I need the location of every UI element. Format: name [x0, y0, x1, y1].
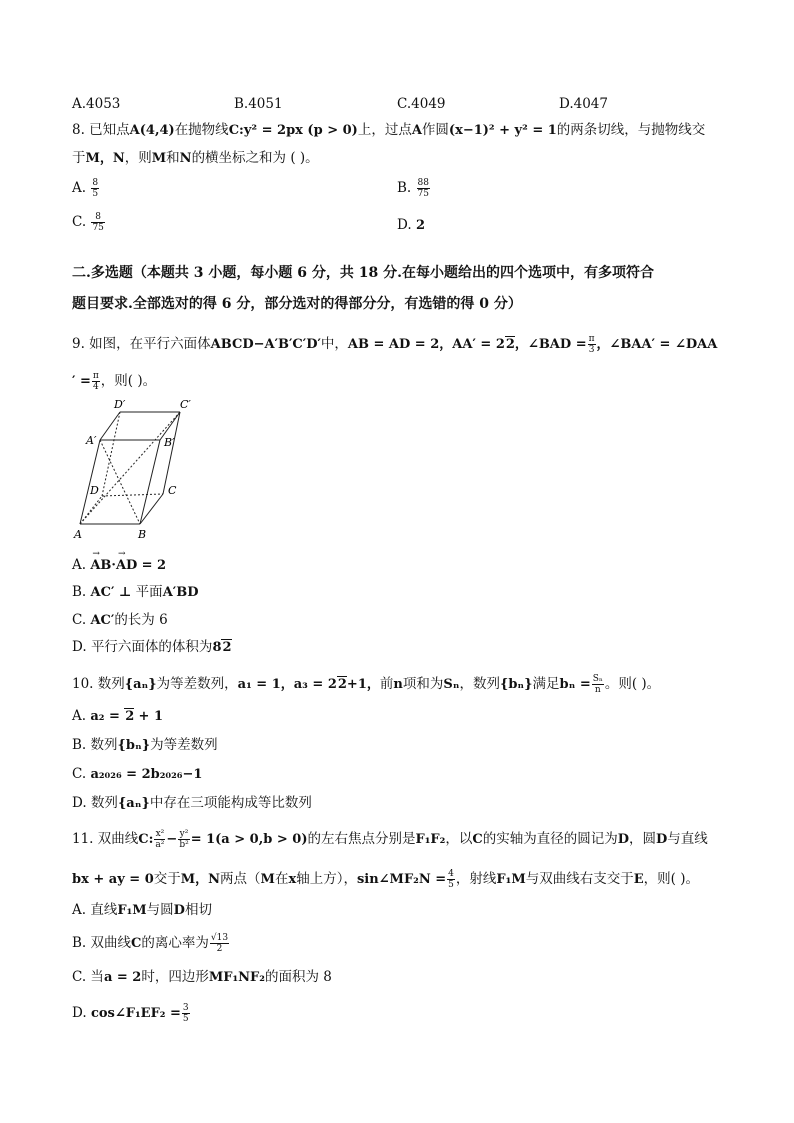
q10-option-c: C. a₂₀₂₆ = 2b₂₀₂₆−1: [72, 766, 203, 782]
q10-stem: 10. 数列{aₙ}为等差数列，a₁ = 1，a₃ = 22+1，前n项和为Sₙ，数列{bₙ}满足bₙ = $\frac{\text{Sₙ}}{n}$ 。则( )。: [72, 674, 661, 695]
label-b-prime: B′: [164, 436, 175, 449]
q9-stem-line1: 9. 如图，在平行六面体ABCD−A′B′C′D′中，AB = AD = 2，AA′ = 22，∠BAD = $\frac{\pi}{3}$ ，∠BAA′ = ∠DAA: [72, 334, 718, 355]
q11-option-b: B. 双曲线C的离心率为 $\frac{√13}{2}$: [72, 933, 229, 954]
q10-option-b: B. 数列{bₙ}为等差数列: [72, 737, 218, 753]
q11-stem-line2: bx + ay = 0交于M，N两点（M在x轴上方），sin∠MF₂N = $\frac{4}{5}$ ，射线F₁M与双曲线右支交于E，则( )。: [72, 869, 699, 890]
q11-option-a: A. 直线F₁M与圆D相切: [72, 902, 212, 918]
q8-option-c: C. $\frac{8}{75}$: [72, 212, 104, 233]
section-title-line1: 二.多选题（本题共 3 小题，每小题 6 分，共 18 分.在每小题给出的四个选项中，有多项符合: [72, 265, 654, 281]
q9-option-b: B. AC′ ⊥ 平面A′BD: [72, 584, 199, 600]
label-d: D: [90, 484, 99, 497]
q9-option-c: C. AC′的长为 6: [72, 612, 168, 628]
q7-option-d: D.4047: [559, 96, 608, 112]
q11-stem-line1: 11. 双曲线C: $\frac{\text{x²}}{\text{a²}}$ − $\frac{\text{y²}}{\text{b²}}$ = 1(a > 0,b > 0)的左右焦点分别是F₁F₂，以C的实轴为直径的圆记为D，圆D与直线: [72, 829, 708, 850]
q8-option-b: B. $\frac{88}{75}$: [397, 178, 429, 199]
label-d-prime: D′: [114, 398, 126, 411]
label-a-prime: A′: [86, 434, 97, 447]
q11-option-d: D. cos∠F₁EF₂ = $\frac{3}{5}$: [72, 1003, 189, 1024]
q10-option-d: D. 数列{aₙ}中存在三项能构成等比数列: [72, 795, 312, 811]
label-c-prime: C′: [180, 398, 191, 411]
q8-option-a: A. $\frac{8}{5}$: [72, 178, 99, 199]
section-title-line2: 题目要求.全部选对的得 6 分，部分选对的得部分分，有选错的得 0 分）: [72, 296, 522, 312]
label-c: C: [168, 484, 177, 497]
label-b: B: [138, 528, 147, 541]
q7-option-b: B.4051: [234, 96, 283, 112]
q7-option-a: A.4053: [72, 96, 121, 112]
label-a: A: [74, 528, 82, 541]
q9-option-d: D. 平行六面体的体积为82: [72, 639, 232, 655]
q7-option-c: C.4049: [397, 96, 446, 112]
q9-option-a: A. → AB· → AD = 2: [72, 549, 167, 573]
parallelepiped-figure: [70, 398, 200, 546]
q8-stem-line1: 8. 已知点A(4,4)在抛物线C:y² = 2px (p > 0)上，过点A作圆(x−1)² + y² = 1的两条切线，与抛物线交: [72, 122, 706, 138]
q11-option-c: C. 当a = 2时，四边形MF₁NF₂的面积为 8: [72, 969, 332, 985]
q8-option-d: D. 2: [397, 217, 425, 233]
q9-stem-line2: ′ = $\frac{\pi}{4}$ ，则( )。: [72, 371, 157, 392]
q10-option-a: A. a₂ = 2 + 1: [72, 708, 163, 724]
q8-stem-line2: 于M，N，则M和N的横坐标之和为 ( )。: [72, 150, 319, 166]
